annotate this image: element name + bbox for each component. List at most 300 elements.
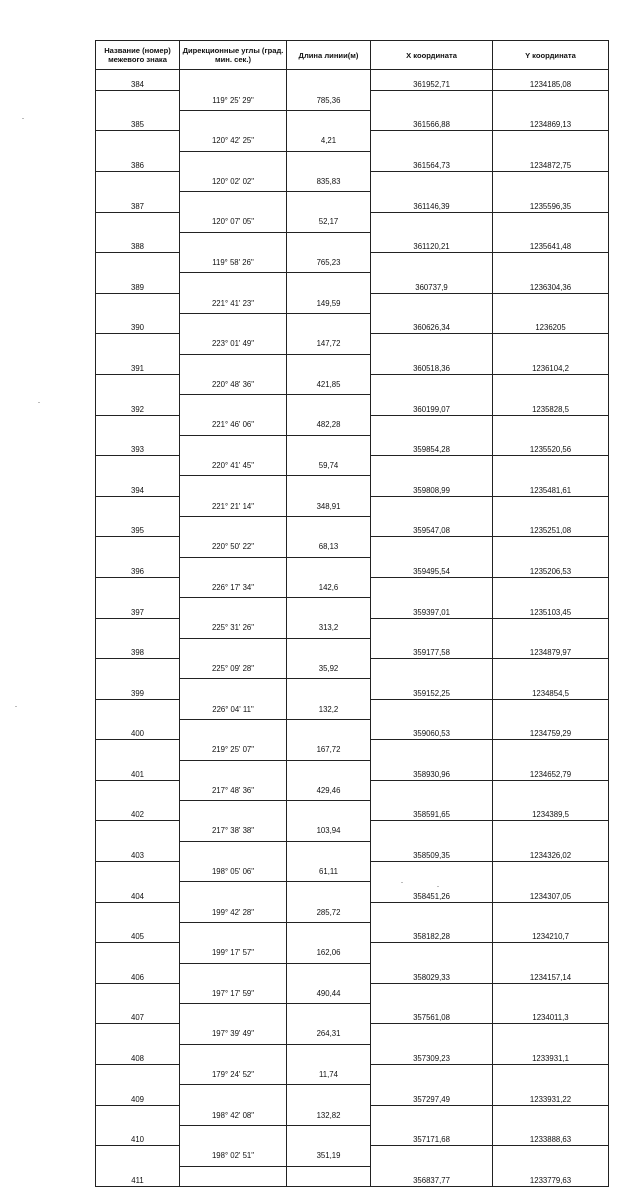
point-name-gap <box>96 780 180 800</box>
segment-row <box>96 456 609 476</box>
angle-cell <box>180 151 287 171</box>
point-name: 402 <box>96 801 180 821</box>
angle-cell <box>180 70 287 91</box>
x-coordinate-gap <box>371 253 493 273</box>
length-cell <box>287 232 371 252</box>
angle-cell <box>180 476 287 496</box>
line-length: 785,36 <box>287 90 371 110</box>
point-name-gap <box>96 1024 180 1044</box>
point-name: 408 <box>96 1044 180 1064</box>
segment-row <box>96 253 609 273</box>
x-coordinate: 360199,07 <box>371 395 493 415</box>
table-row <box>96 1044 609 1064</box>
y-coordinate: 1235641,48 <box>493 232 609 252</box>
coordinates-table <box>95 40 609 1187</box>
segment-row <box>96 496 609 516</box>
point-name-gap <box>96 415 180 435</box>
segment-row <box>96 1065 609 1085</box>
x-coordinate: 361120,21 <box>371 232 493 252</box>
point-name-gap <box>96 659 180 679</box>
point-name-gap <box>96 577 180 597</box>
point-name: 404 <box>96 882 180 902</box>
x-coordinate: 357309,23 <box>371 1044 493 1064</box>
angle-cell <box>180 1004 287 1024</box>
x-coordinate: 358591,65 <box>371 801 493 821</box>
segment-row <box>96 334 609 354</box>
point-name-gap <box>96 456 180 476</box>
header-direction-angle: Дирекционные углы (град. мин. сек.) <box>180 41 287 70</box>
x-coordinate-gap <box>371 537 493 557</box>
length-cell <box>287 395 371 415</box>
point-name: 400 <box>96 720 180 740</box>
point-name: 401 <box>96 760 180 780</box>
angle-cell <box>180 922 287 942</box>
y-coordinate: 1233931,1 <box>493 1044 609 1064</box>
angle-cell <box>180 354 287 374</box>
segment-row <box>96 293 609 313</box>
x-coordinate-gap <box>371 1105 493 1125</box>
y-coordinate-gap <box>493 496 609 516</box>
y-coordinate: 1234185,08 <box>493 70 609 91</box>
segment-row <box>96 171 609 191</box>
segment-row <box>96 537 609 557</box>
length-cell <box>287 557 371 577</box>
point-name: 387 <box>96 192 180 212</box>
direction-angle: 197° 39' 49" <box>180 1024 287 1044</box>
segment-row <box>96 943 609 963</box>
y-coordinate-gap <box>493 456 609 476</box>
y-coordinate-gap <box>493 1024 609 1044</box>
point-name: 406 <box>96 963 180 983</box>
point-name: 392 <box>96 395 180 415</box>
line-length: 429,46 <box>287 780 371 800</box>
point-name: 391 <box>96 354 180 374</box>
direction-angle: 198° 05' 06" <box>180 862 287 882</box>
point-name-gap <box>96 902 180 922</box>
angle-cell <box>180 1085 287 1105</box>
y-coordinate-gap <box>493 699 609 719</box>
point-name: 410 <box>96 1125 180 1145</box>
x-coordinate: 357561,08 <box>371 1004 493 1024</box>
x-coordinate: 359060,53 <box>371 720 493 740</box>
line-length: 482,28 <box>287 415 371 435</box>
angle-cell <box>180 679 287 699</box>
x-coordinate-gap <box>371 699 493 719</box>
point-name-gap <box>96 821 180 841</box>
y-coordinate-gap <box>493 334 609 354</box>
x-coordinate-gap <box>371 374 493 394</box>
point-name-gap <box>96 1146 180 1166</box>
line-length: 103,94 <box>287 821 371 841</box>
point-name: 385 <box>96 111 180 131</box>
angle-cell <box>180 273 287 293</box>
x-coordinate: 359854,28 <box>371 435 493 455</box>
line-length: 351,19 <box>287 1146 371 1166</box>
table-row <box>96 354 609 374</box>
length-cell <box>287 598 371 618</box>
scan-speck <box>22 118 24 119</box>
x-coordinate: 358029,33 <box>371 963 493 983</box>
point-name-gap <box>96 699 180 719</box>
x-coordinate-gap <box>371 902 493 922</box>
angle-cell <box>180 1166 287 1186</box>
y-coordinate: 1236205 <box>493 314 609 334</box>
y-coordinate-gap <box>493 821 609 841</box>
direction-angle: 197° 17' 59" <box>180 983 287 1003</box>
table-row <box>96 232 609 252</box>
x-coordinate: 359495,54 <box>371 557 493 577</box>
direction-angle: 226° 17' 34" <box>180 577 287 597</box>
direction-angle: 220° 48' 36" <box>180 374 287 394</box>
y-coordinate: 1235520,56 <box>493 435 609 455</box>
direction-angle: 221° 46' 06" <box>180 415 287 435</box>
angle-cell <box>180 882 287 902</box>
point-name: 396 <box>96 557 180 577</box>
angle-cell <box>180 517 287 537</box>
point-name: 409 <box>96 1085 180 1105</box>
length-cell <box>287 963 371 983</box>
point-name: 388 <box>96 232 180 252</box>
point-name-gap <box>96 131 180 151</box>
segment-row <box>96 902 609 922</box>
x-coordinate: 361146,39 <box>371 192 493 212</box>
direction-angle: 199° 42' 28" <box>180 902 287 922</box>
table-row <box>96 760 609 780</box>
table-row <box>96 517 609 537</box>
angle-cell <box>180 720 287 740</box>
y-coordinate: 1233779,63 <box>493 1166 609 1186</box>
segment-row <box>96 1146 609 1166</box>
y-coordinate: 1235251,08 <box>493 517 609 537</box>
direction-angle: 198° 42' 08" <box>180 1105 287 1125</box>
point-name-gap <box>96 496 180 516</box>
y-coordinate-gap <box>493 1146 609 1166</box>
segment-row <box>96 1105 609 1125</box>
angle-cell <box>180 232 287 252</box>
y-coordinate-gap <box>493 1065 609 1085</box>
y-coordinate: 1233888,63 <box>493 1125 609 1145</box>
x-coordinate-gap <box>371 212 493 232</box>
y-coordinate: 1236304,36 <box>493 273 609 293</box>
y-coordinate-gap <box>493 659 609 679</box>
scan-speck <box>38 402 40 403</box>
length-cell <box>287 354 371 374</box>
y-coordinate-gap <box>493 618 609 638</box>
angle-cell <box>180 192 287 212</box>
direction-angle: 223° 01' 49" <box>180 334 287 354</box>
x-coordinate: 358930,96 <box>371 760 493 780</box>
length-cell <box>287 476 371 496</box>
y-coordinate: 1235596,35 <box>493 192 609 212</box>
y-coordinate: 1234854,5 <box>493 679 609 699</box>
y-coordinate-gap <box>493 740 609 760</box>
table-row <box>96 273 609 293</box>
y-coordinate: 1235481,61 <box>493 476 609 496</box>
angle-cell <box>180 1044 287 1064</box>
length-cell <box>287 882 371 902</box>
x-coordinate: 358182,28 <box>371 922 493 942</box>
x-coordinate-gap <box>371 293 493 313</box>
y-coordinate: 1235103,45 <box>493 598 609 618</box>
length-cell <box>287 679 371 699</box>
length-cell <box>287 1085 371 1105</box>
x-coordinate-gap <box>371 659 493 679</box>
y-coordinate-gap <box>493 1105 609 1125</box>
direction-angle: 119° 58' 26" <box>180 253 287 273</box>
direction-angle: 220° 50' 22" <box>180 537 287 557</box>
length-cell <box>287 151 371 171</box>
x-coordinate: 361566,88 <box>371 111 493 131</box>
angle-cell <box>180 314 287 334</box>
x-coordinate: 359177,58 <box>371 638 493 658</box>
x-coordinate-gap <box>371 821 493 841</box>
y-coordinate: 1234157,14 <box>493 963 609 983</box>
y-coordinate: 1236104,2 <box>493 354 609 374</box>
point-name-gap <box>96 1105 180 1125</box>
x-coordinate-gap <box>371 1146 493 1166</box>
table-row <box>96 314 609 334</box>
segment-row <box>96 699 609 719</box>
table-row <box>96 638 609 658</box>
table-row <box>96 192 609 212</box>
point-name-gap <box>96 334 180 354</box>
line-length: 149,59 <box>287 293 371 313</box>
y-coordinate-gap <box>493 212 609 232</box>
y-coordinate: 1234011,3 <box>493 1004 609 1024</box>
x-coordinate: 359547,08 <box>371 517 493 537</box>
direction-angle: 217° 38' 38" <box>180 821 287 841</box>
direction-angle: 119° 25' 29" <box>180 90 287 110</box>
line-length: 142,6 <box>287 577 371 597</box>
table-row <box>96 598 609 618</box>
x-coordinate: 359808,99 <box>371 476 493 496</box>
y-coordinate: 1234389,5 <box>493 801 609 821</box>
length-cell <box>287 1004 371 1024</box>
y-coordinate-gap <box>493 90 609 110</box>
y-coordinate: 1235828,5 <box>493 395 609 415</box>
length-cell <box>287 111 371 131</box>
line-length: 52,17 <box>287 212 371 232</box>
y-coordinate: 1234326,02 <box>493 841 609 861</box>
direction-angle: 217° 48' 36" <box>180 780 287 800</box>
length-cell <box>287 720 371 740</box>
y-coordinate-gap <box>493 780 609 800</box>
direction-angle: 120° 07' 05" <box>180 212 287 232</box>
x-coordinate: 359397,01 <box>371 598 493 618</box>
point-name-gap <box>96 374 180 394</box>
point-name: 398 <box>96 638 180 658</box>
table-body <box>96 70 609 1187</box>
table-row <box>96 801 609 821</box>
table-row <box>96 70 609 91</box>
table-row <box>96 395 609 415</box>
direction-angle: 120° 02' 02" <box>180 171 287 191</box>
header-row <box>96 41 609 70</box>
length-cell <box>287 314 371 334</box>
y-coordinate-gap <box>493 293 609 313</box>
y-coordinate-gap <box>493 902 609 922</box>
segment-row <box>96 415 609 435</box>
scan-speck <box>401 882 403 883</box>
length-cell <box>287 1044 371 1064</box>
table-row <box>96 1166 609 1186</box>
point-name: 395 <box>96 517 180 537</box>
x-coordinate-gap <box>371 1024 493 1044</box>
table-row <box>96 922 609 942</box>
y-coordinate: 1235206,53 <box>493 557 609 577</box>
segment-row <box>96 374 609 394</box>
header-point-name: Название (номер) межевого знака <box>96 41 180 70</box>
length-cell <box>287 841 371 861</box>
line-length: 61,11 <box>287 862 371 882</box>
line-length: 490,44 <box>287 983 371 1003</box>
point-name-gap <box>96 983 180 1003</box>
x-coordinate-gap <box>371 943 493 963</box>
angle-cell <box>180 760 287 780</box>
direction-angle: 221° 41' 23" <box>180 293 287 313</box>
direction-angle: 219° 25' 07" <box>180 740 287 760</box>
angle-cell <box>180 638 287 658</box>
point-name-gap <box>96 537 180 557</box>
point-name-gap <box>96 90 180 110</box>
table-row <box>96 679 609 699</box>
x-coordinate: 361564,73 <box>371 151 493 171</box>
line-length: 313,2 <box>287 618 371 638</box>
x-coordinate-gap <box>371 334 493 354</box>
segment-row <box>96 983 609 1003</box>
length-cell <box>287 273 371 293</box>
x-coordinate: 361952,71 <box>371 70 493 91</box>
length-cell <box>287 801 371 821</box>
direction-angle: 179° 24' 52" <box>180 1065 287 1085</box>
point-name: 411 <box>96 1166 180 1186</box>
direction-angle: 225° 09' 28" <box>180 659 287 679</box>
direction-angle: 120° 42' 25" <box>180 131 287 151</box>
scan-speck <box>15 706 17 707</box>
table-row <box>96 1085 609 1105</box>
x-coordinate-gap <box>371 780 493 800</box>
point-name: 407 <box>96 1004 180 1024</box>
table-row <box>96 151 609 171</box>
angle-cell <box>180 1125 287 1145</box>
point-name: 403 <box>96 841 180 861</box>
x-coordinate-gap <box>371 131 493 151</box>
angle-cell <box>180 111 287 131</box>
y-coordinate-gap <box>493 415 609 435</box>
line-length: 264,31 <box>287 1024 371 1044</box>
point-name: 389 <box>96 273 180 293</box>
segment-row <box>96 1024 609 1044</box>
point-name: 386 <box>96 151 180 171</box>
table-row <box>96 111 609 131</box>
angle-cell <box>180 395 287 415</box>
line-length: 147,72 <box>287 334 371 354</box>
direction-angle: 221° 21' 14" <box>180 496 287 516</box>
length-cell <box>287 1125 371 1145</box>
point-name: 393 <box>96 435 180 455</box>
line-length: 132,2 <box>287 699 371 719</box>
y-coordinate: 1234210,7 <box>493 922 609 942</box>
direction-angle: 198° 02' 51" <box>180 1146 287 1166</box>
x-coordinate: 358451,26 <box>371 882 493 902</box>
table-row <box>96 720 609 740</box>
segment-row <box>96 862 609 882</box>
y-coordinate-gap <box>493 943 609 963</box>
angle-cell <box>180 598 287 618</box>
line-length: 4,21 <box>287 131 371 151</box>
angle-cell <box>180 801 287 821</box>
y-coordinate: 1234869,13 <box>493 111 609 131</box>
x-coordinate: 357171,68 <box>371 1125 493 1145</box>
y-coordinate: 1234872,75 <box>493 151 609 171</box>
line-length: 765,23 <box>287 253 371 273</box>
point-name-gap <box>96 862 180 882</box>
line-length: 167,72 <box>287 740 371 760</box>
point-name-gap <box>96 1065 180 1085</box>
direction-angle: 226° 04' 11" <box>180 699 287 719</box>
line-length: 421,85 <box>287 374 371 394</box>
table-row <box>96 1125 609 1145</box>
segment-row <box>96 90 609 110</box>
x-coordinate: 357297,49 <box>371 1085 493 1105</box>
angle-cell <box>180 963 287 983</box>
line-length: 59,74 <box>287 456 371 476</box>
x-coordinate-gap <box>371 862 493 882</box>
point-name: 384 <box>96 70 180 91</box>
x-coordinate-gap <box>371 577 493 597</box>
length-cell <box>287 1166 371 1186</box>
header-line-length: Длина линии(м) <box>287 41 371 70</box>
x-coordinate-gap <box>371 983 493 1003</box>
point-name-gap <box>96 740 180 760</box>
x-coordinate: 360518,36 <box>371 354 493 374</box>
x-coordinate-gap <box>371 496 493 516</box>
line-length: 285,72 <box>287 902 371 922</box>
length-cell <box>287 922 371 942</box>
table-row <box>96 963 609 983</box>
point-name-gap <box>96 171 180 191</box>
x-coordinate: 360626,34 <box>371 314 493 334</box>
line-length: 835,83 <box>287 171 371 191</box>
angle-cell <box>180 435 287 455</box>
segment-row <box>96 740 609 760</box>
y-coordinate-gap <box>493 131 609 151</box>
x-coordinate-gap <box>371 618 493 638</box>
length-cell <box>287 517 371 537</box>
y-coordinate: 1234879,97 <box>493 638 609 658</box>
point-name: 405 <box>96 922 180 942</box>
point-name-gap <box>96 943 180 963</box>
table-row <box>96 435 609 455</box>
header-y-coordinate: Y координата <box>493 41 609 70</box>
x-coordinate: 360737,9 <box>371 273 493 293</box>
x-coordinate-gap <box>371 90 493 110</box>
y-coordinate: 1233931,22 <box>493 1085 609 1105</box>
point-name: 394 <box>96 476 180 496</box>
segment-row <box>96 131 609 151</box>
line-length: 132,82 <box>287 1105 371 1125</box>
coordinates-sheet <box>95 40 608 1187</box>
segment-row <box>96 821 609 841</box>
length-cell <box>287 760 371 780</box>
length-cell <box>287 638 371 658</box>
angle-cell <box>180 557 287 577</box>
point-name-gap <box>96 253 180 273</box>
y-coordinate-gap <box>493 253 609 273</box>
point-name: 397 <box>96 598 180 618</box>
segment-row <box>96 577 609 597</box>
x-coordinate-gap <box>371 456 493 476</box>
